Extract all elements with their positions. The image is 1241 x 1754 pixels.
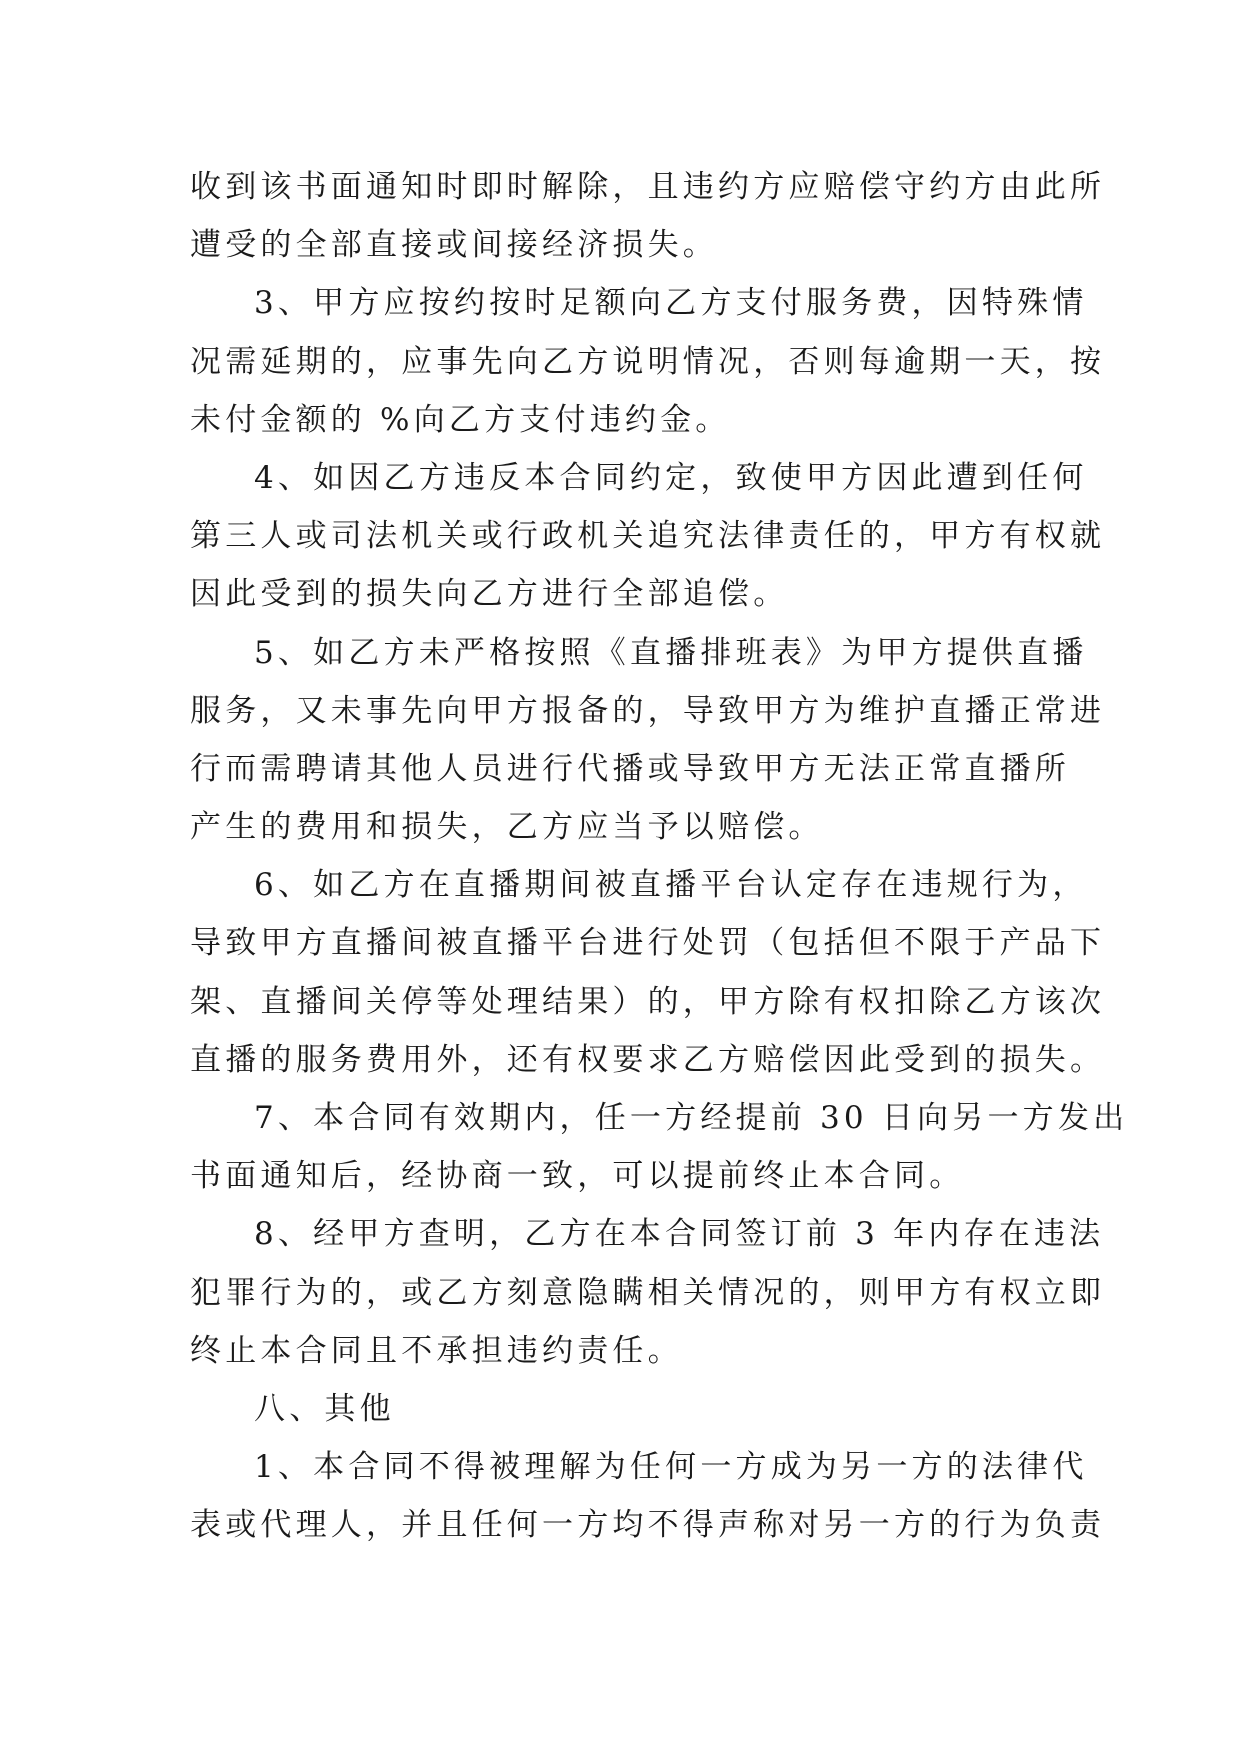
text-line: 遭受的全部直接或间接经济损失。 bbox=[190, 227, 718, 264]
text-line: 终止本合同且不承担违约责任。 bbox=[190, 1332, 683, 1369]
clause-8-first-line: 8、经甲方查明，乙方在本合同签订前 3 年内存在违法 bbox=[254, 1216, 1105, 1253]
text-line: 架、直播间关停等处理结果）的，甲方除有权扣除乙方该次 bbox=[190, 983, 1106, 1020]
text-line: 表或代理人，并且任何一方均不得声称对另一方的行为负责 bbox=[190, 1507, 1106, 1544]
clause-6-first-line: 6、如乙方在直播期间被直播平台认定存在违规行为， bbox=[254, 867, 1088, 904]
text-line: 况需延期的，应事先向乙方说明情况，否则每逾期一天，按 bbox=[190, 343, 1106, 380]
text-line: 因此受到的损失向乙方进行全部追偿。 bbox=[190, 576, 789, 613]
text-line: 收到该书面通知时即时解除，且违约方应赔偿守约方由此所 bbox=[190, 169, 1106, 205]
clause-5-first-line: 5、如乙方未严格按照《直播排班表》为甲方提供直播 bbox=[254, 634, 1088, 671]
text-line: 行而需聘请其他人员进行代播或导致甲方无法正常直播所 bbox=[190, 750, 1070, 787]
text-line: 直播的服务费用外，还有权要求乙方赔偿因此受到的损失。 bbox=[190, 1041, 1106, 1078]
text-line: 第三人或司法机关或行政机关追究法律责任的，甲方有权就 bbox=[190, 518, 1106, 555]
text-line: 服务，又未事先向甲方报备的，导致甲方为维护直播正常进 bbox=[190, 692, 1106, 729]
clause-4-first-line: 4、如因乙方违反本合同约定，致使甲方因此遭到任何 bbox=[254, 459, 1088, 496]
clause-7-first-line: 7、本合同有效期内，任一方经提前 30 日向另一方发出 bbox=[254, 1100, 1129, 1136]
section-8-clause-1-first-line: 1、本合同不得被理解为任何一方成为另一方的法律代 bbox=[254, 1449, 1088, 1486]
document-body bbox=[190, 158, 1129, 1555]
section-heading: 八、其他 bbox=[254, 1390, 395, 1427]
text-line: 产生的费用和损失，乙方应当予以赔偿。 bbox=[190, 809, 824, 846]
text-line: 书面通知后，经协商一致，可以提前终止本合同。 bbox=[190, 1158, 965, 1195]
text-line: 犯罪行为的，或乙方刻意隐瞒相关情况的，则甲方有权立即 bbox=[190, 1274, 1106, 1311]
text-line: 未付金额的 %向乙方支付违约金。 bbox=[190, 401, 731, 438]
text-line: 导致甲方直播间被直播平台进行处罚（包括但不限于产品下 bbox=[190, 925, 1106, 962]
clause-3-first-line: 3、甲方应按约按时足额向乙方支付服务费，因特殊情 bbox=[254, 285, 1088, 322]
